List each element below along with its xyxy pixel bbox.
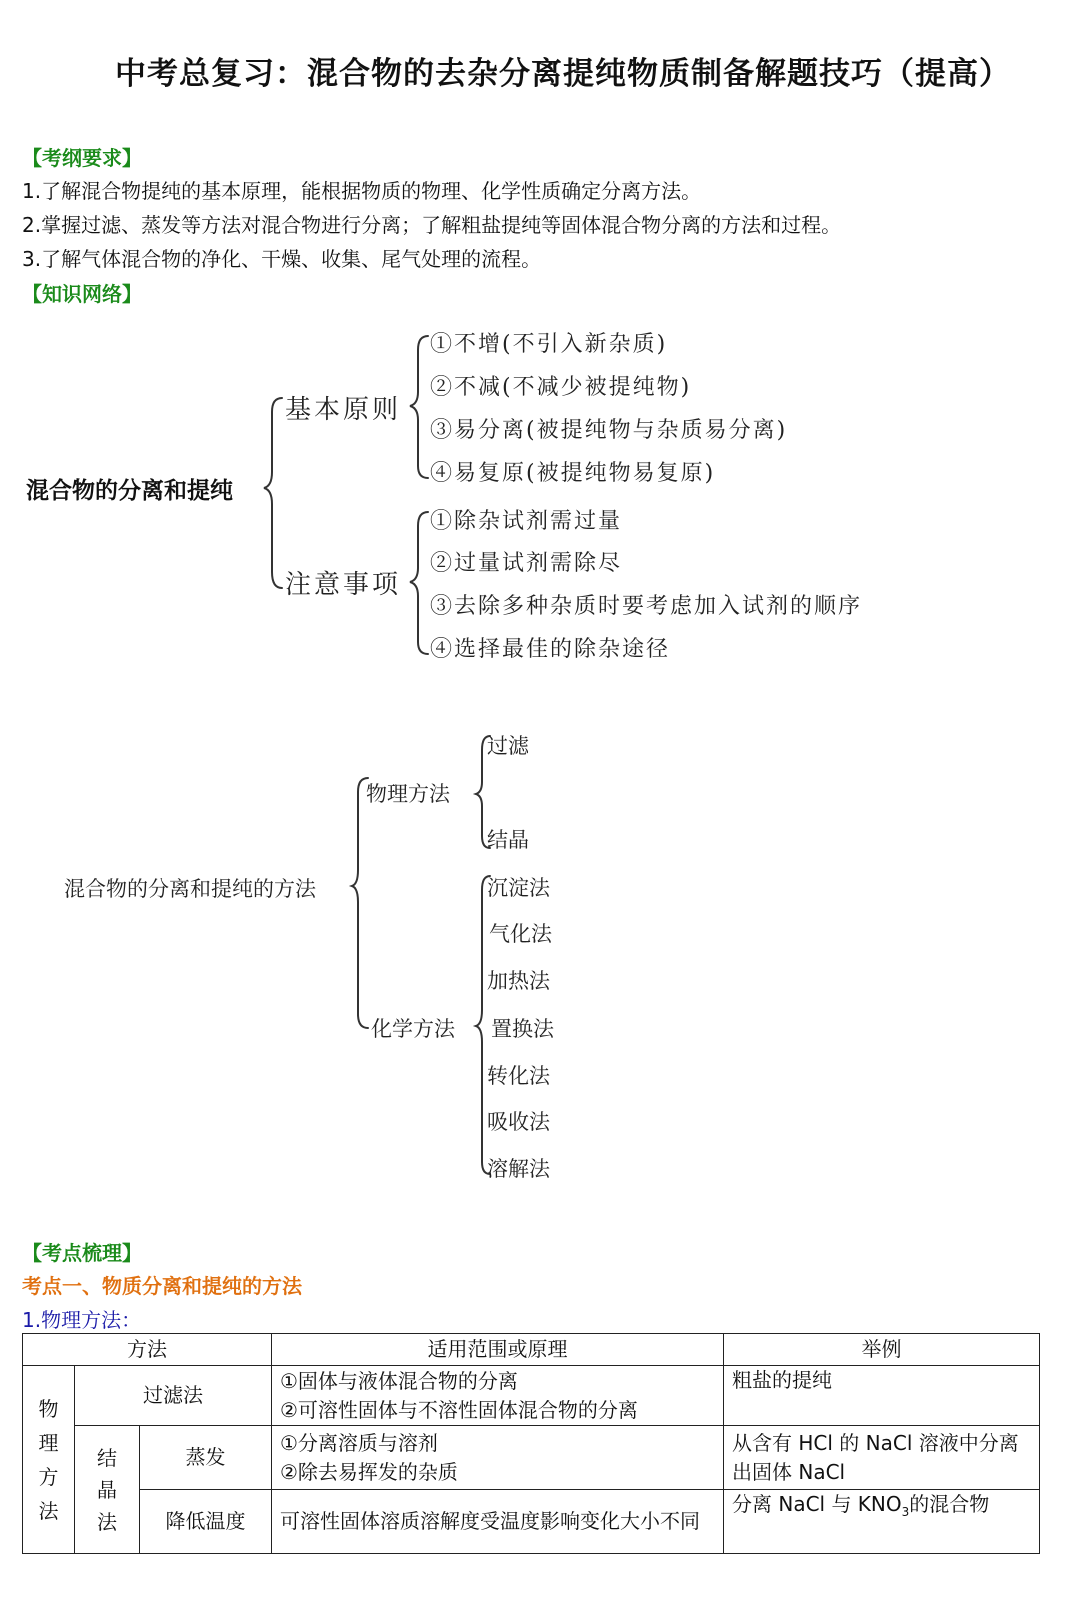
requirement-item-2: 2.掌握过滤、蒸发等方法对混合物进行分离；了解粗盐提纯等固体混合物分离的方法和过程。 [22,213,842,237]
requirement-item-1: 1.了解混合物提纯的基本原理，能根据物质的物理、化学性质确定分离方法。 [22,179,702,203]
principle-item-4: ④易复原(被提纯物易复原) [430,461,716,486]
chemical-item-3: 加热法 [487,969,550,993]
brace-methods [352,778,368,1028]
header-example: 举例 [724,1334,1040,1366]
note-item-1: ①除杂试剂需过量 [430,509,623,534]
table-row [23,1366,1040,1426]
note-item-4: ④选择最佳的除杂途径 [430,637,671,662]
chemical-item-5: 转化法 [487,1064,550,1088]
diagram1-branch-notes: 注意事项 [285,570,402,600]
example-text: 的混合物 [909,1492,990,1516]
diagram2-chemical-label: 化学方法 [371,1017,455,1041]
section-heading-network: 【知识网络】 [22,282,142,306]
example-text: 分离 NaCl 与 KNO [732,1492,902,1516]
example-cell [724,1490,1040,1554]
principle-item-2: ②不减(不减少被提纯物) [430,375,692,400]
example-cell: 粗盐的提纯 [724,1366,1040,1426]
note-item-3: ③去除多种杂质时要考虑加入试剂的顺序 [430,594,863,619]
diagram1-root: 混合物的分离和提纯 [26,477,233,504]
chemical-item-2: 气化法 [489,922,552,946]
principle-cell [272,1366,724,1426]
brace-principles [410,336,428,478]
header-method: 方法 [23,1334,272,1366]
method-cell: 蒸发 [140,1426,272,1490]
category-cell [23,1366,75,1554]
page-title: 中考总复习：混合物的去杂分离提纯物质制备解题技巧（提高） [115,56,1011,92]
table-header-row [23,1334,1040,1366]
principle-cell: 可溶性固体溶质溶解度受温度影响变化大小不同 [272,1490,724,1554]
diagram2-physical-label: 物理方法 [366,782,450,806]
chemical-item-7: 溶解法 [487,1157,550,1181]
point-1-heading: 考点一、物质分离和提纯的方法 [22,1274,302,1298]
section-heading-points: 【考点梳理】 [22,1241,142,1265]
brace-notes [410,512,428,654]
principle-line: ②可溶性固体与不溶性固体混合物的分离 [280,1397,638,1422]
principle-line: ①分离溶质与溶剂 [280,1430,438,1455]
chemical-item-4: 置换法 [491,1017,554,1041]
diagram1-branch-principles: 基本原则 [285,395,402,425]
physical-item-filter: 过滤 [487,734,529,758]
principle-item-1: ①不增(不引入新杂质) [430,332,668,357]
category-label: 物理方法 [38,1396,59,1523]
note-item-2: ②过量试剂需除尽 [430,551,623,576]
principle-line: ①固体与液体混合物的分离 [280,1368,518,1393]
requirement-item-3: 3.了解气体混合物的净化、干燥、收集、尾气处理的流程。 [22,247,542,271]
sub-heading-physical: 1.物理方法： [22,1308,142,1332]
diagram2-root: 混合物的分离和提纯的方法 [64,877,316,901]
method-cell: 降低温度 [140,1490,272,1554]
group-label: 结晶法 [97,1445,117,1534]
table-row [23,1490,1040,1554]
methods-table [22,1333,1040,1554]
example-cell: 从含有 HCl 的 NaCl 溶液中分离出固体 NaCl [724,1426,1040,1490]
principle-cell [272,1426,724,1490]
brace-root [264,398,282,588]
method-cell: 过滤法 [75,1366,272,1426]
table-row [23,1426,1040,1490]
physical-item-crystal: 结晶 [487,828,529,852]
principle-item-3: ③易分离(被提纯物与杂质易分离) [430,418,788,443]
example-subscript: 3 [901,1505,910,1519]
chemical-item-6: 吸收法 [487,1110,550,1134]
chemical-item-1: 沉淀法 [487,876,550,900]
section-heading-requirements: 【考纲要求】 [22,146,142,170]
principle-line: ②除去易挥发的杂质 [280,1459,458,1484]
group-cell [75,1426,140,1554]
header-principle: 适用范围或原理 [272,1334,724,1366]
